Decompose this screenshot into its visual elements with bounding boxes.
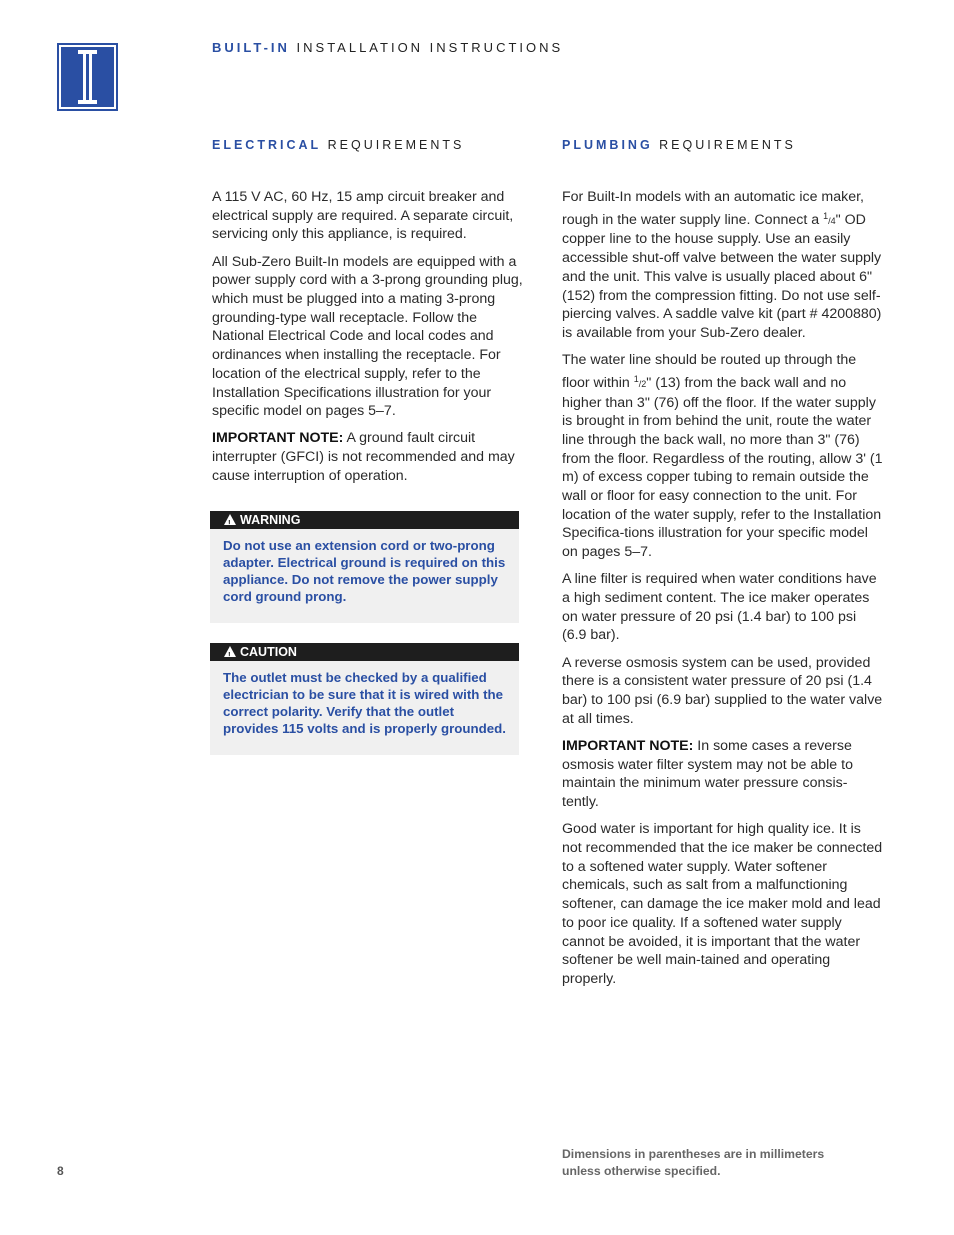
caution-box — [210, 643, 519, 755]
page-number: 8 — [57, 1164, 64, 1178]
note-text: In some cases a reverse osmosis water filter system may not be able to maintain the minimum water pressure consis-tently. — [562, 737, 853, 811]
warning-bar — [210, 511, 519, 529]
plumbing-paragraph-3: A line filter is required when water conditions have a high sediment content. The ice maker operates on water pressure of 20 psi (1.4 bar) to 100 psi (6.9 bar). — [562, 571, 877, 644]
plumbing-p1-a: For Built-In models with an automatic ice maker, rough in the water supply line. Connect a — [562, 189, 864, 228]
caution-bar — [210, 643, 519, 661]
running-header — [212, 40, 563, 55]
plumbing-paragraph-2 — [562, 351, 884, 562]
plumbing-paragraph-6: Good water is important for high quality ice. It is not recommended that the ice maker be connected to a softened water supply. Water softener chemicals, such as salt from a malfunctioning softener, can damage the ice maker mold and lead to poor ice quality. If a softened water supply cannot be avoided, it is important that the water softener be well main-tained and operating properly. — [562, 821, 883, 987]
electrical-important-note — [212, 429, 532, 485]
plumbing-important-note — [562, 737, 884, 812]
electrical-heading-text: REQUIREMENTS — [321, 138, 465, 152]
note-label: IMPORTANT NOTE: — [212, 430, 344, 447]
electrical-heading-accent: ELECTRICAL — [212, 138, 322, 152]
dimensions-note: Dimensions in parentheses are in millimeters unless otherwise specified. — [562, 1147, 825, 1178]
fraction-half — [633, 373, 647, 389]
fraction-quarter — [823, 210, 836, 226]
plumbing-section — [562, 138, 884, 997]
fraction-denominator: /4 — [828, 215, 836, 226]
plumbing-heading — [562, 138, 884, 154]
plumbing-heading-accent: PLUMBING — [562, 138, 653, 152]
caution-text: The outlet must be checked by a qualified electrician to be sure that it is wired with the correct polarity. Verify that the outlet provides 115 volts and is properly grounded. — [223, 669, 507, 736]
fraction-denominator: /2 — [638, 378, 647, 389]
running-header-text: INSTALLATION INSTRUCTIONS — [289, 40, 564, 55]
electrical-section — [212, 138, 532, 755]
plumbing-p2-b: " (13) from the back wall and no higher than 3" (76) off the floor. If the water supply is brought in from behind the unit, route the water line through the back wall, no more than 3" (76) from the floor. Regardless of the routing, allow 3' (1 m) of excess copper tubing to remain outside the wall or floor for easy connection to the unit. For location of the water supply, refer to the Installation Specifica-tions illustration for your specific model on pages 5–7. — [562, 374, 883, 561]
note-label: IMPORTANT NOTE: — [562, 737, 694, 754]
electrical-paragraph-2: All Sub-Zero Built-In models are equipped with a power supply cord with a 3-prong grounding plug, which must be plugged into a mating 3-prong grounding-type wall receptacle. Follow the National Electrical Code and local codes and ordinances when installing the receptacle. For location of the electrical supply, refer to the Installation Specifications illustration for your specific model on pages 5–7. — [212, 253, 523, 420]
warning-box — [210, 511, 519, 623]
note-text: A ground fault circuit interrupter (GFCI) is not recommended and may cause interruption of operation. — [212, 430, 515, 484]
caution-label: CAUTION — [240, 644, 297, 659]
plumbing-paragraph-4: A reverse osmosis system can be used, provided there is a consistent water pressure of 20 psi (1.4 bar) to 100 psi (6.9 bar) supplied to the water valve at all times. — [562, 654, 883, 727]
warning-text: Do not use an extension cord or two-prong adapter. Electrical ground is required on this appliance. Do not remove the power supply cord ground prong. — [223, 537, 506, 604]
warning-triangle-icon — [224, 514, 236, 525]
plumbing-heading-text: REQUIREMENTS — [652, 138, 796, 152]
fraction-numerator: 1 — [823, 210, 829, 221]
warning-triangle-icon — [224, 646, 236, 657]
plumbing-p2-a: The water line should be routed up through the floor within — [562, 352, 857, 391]
electrical-heading — [212, 138, 532, 154]
built-in-logo-icon — [57, 43, 118, 111]
warning-label: WARNING — [240, 512, 301, 527]
plumbing-paragraph-1 — [562, 188, 884, 343]
running-header-accent: BUILT-IN — [212, 40, 290, 55]
electrical-paragraph-1: A 115 V AC, 60 Hz, 15 amp circuit breaker and electrical supply are required. A separate circuit, servicing only this appliance, is required. — [212, 189, 514, 243]
plumbing-p1-b: " OD copper line to the house supply. Use an easily accessible shut-off valve between the water supply and the unit. This valve is usually placed about 6" (152) from the compression fitting. Do not use self-piercing valves. A saddle valve kit (part # 4200880) is available from your Sub-Zero dealer. — [562, 211, 882, 341]
fraction-numerator: 1 — [633, 373, 639, 384]
